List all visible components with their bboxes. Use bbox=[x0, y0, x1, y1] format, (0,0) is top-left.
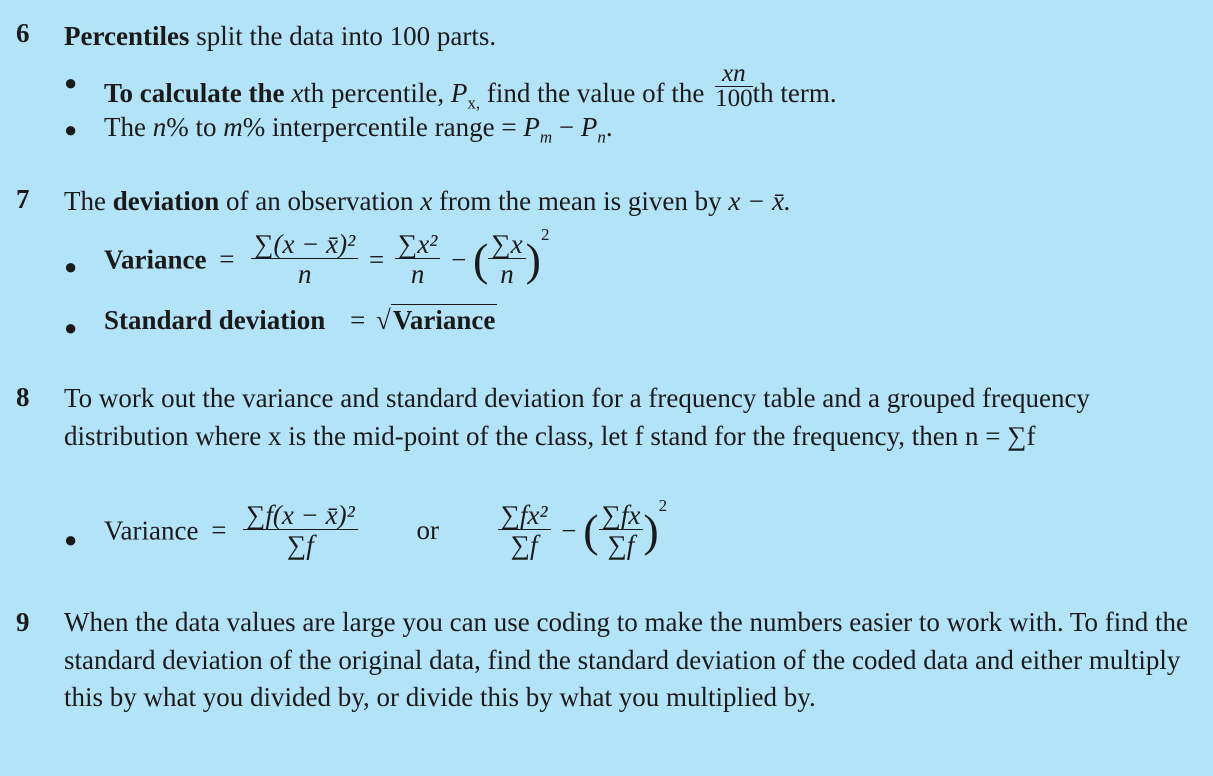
fraction: $\frac{\sum x}{n}$ bbox=[488, 230, 525, 289]
fraction: $\frac{\text{∑x²}}{n}$ bbox=[395, 230, 440, 289]
item-number: 7 bbox=[16, 184, 30, 214]
sd-label: Standard deviation bbox=[104, 305, 326, 335]
standard-deviation-formula: Standard deviation = √Variance bbox=[104, 305, 496, 335]
item-number: 6 bbox=[16, 18, 30, 48]
fraction-xn-100: $\frac{xn}{100}$ bbox=[715, 60, 753, 112]
bullet-interpercentile: The n% to m% interpercentile range = $P_m - P_n$. bbox=[104, 112, 613, 147]
item-6-lead bbox=[64, 17, 496, 55]
term-deviation: deviation bbox=[112, 186, 220, 216]
var-x: x bbox=[291, 78, 304, 108]
bullet-icon: ● bbox=[64, 70, 78, 95]
item-number: 8 bbox=[16, 382, 30, 412]
lead-text: split the data into 100 parts. bbox=[189, 21, 497, 51]
right-paren: ) bbox=[525, 233, 541, 285]
text: find the value of the bbox=[480, 78, 712, 108]
fraction: $\frac{\text{∑f(x − x̄)²}}{\sum f}$ bbox=[243, 501, 358, 560]
item-number: 9 bbox=[16, 607, 30, 637]
exponent: 2 bbox=[540, 225, 550, 244]
grouped-variance-formula: Variance = $\frac{\text{∑f(x − x̄)²}}{\sum f}$ or $\frac{\text{∑fx²}}{\sum f}$ − ( $\frac{\sum fx}{\sum f}$ )$^2$ bbox=[104, 496, 668, 561]
bullet-icon: ● bbox=[64, 527, 78, 552]
bullet-icon: ● bbox=[64, 315, 78, 340]
item-7-lead: The deviation of an observation x from the mean is given by x − x̄. bbox=[64, 186, 791, 216]
bold-text: To calculate the bbox=[104, 78, 292, 108]
variance-formula: Variance = $\frac{\text{∑(x − x̄)²}}{n}$ = $\frac{\text{∑x²}}{n}$ − ( $\frac{\sum x}{n}$ )$^2$ bbox=[104, 225, 550, 290]
fraction: $\frac{\sum fx}{\sum f}$ bbox=[599, 501, 644, 560]
fraction: $\frac{\text{∑fx²}}{\sum f}$ bbox=[498, 501, 551, 560]
text: th percentile, bbox=[303, 78, 451, 108]
left-paren: ( bbox=[473, 233, 489, 285]
left-paren: ( bbox=[583, 504, 599, 556]
bullet-icon: ● bbox=[64, 117, 78, 142]
variance-label: Variance bbox=[104, 515, 199, 546]
fraction: $\frac{\text{∑(x − x̄)²}}{n}$ bbox=[251, 230, 358, 289]
subscript: x, bbox=[467, 93, 481, 113]
text: th term. bbox=[752, 78, 837, 108]
right-paren: ) bbox=[643, 504, 659, 556]
var-p: P bbox=[450, 78, 468, 108]
term-percentiles: Percentiles bbox=[64, 21, 190, 51]
item-8-text: To work out the variance and standard deviation for a frequency table and a grouped frequency distribution where x is the mid-point of the class, let f stand for the frequency, then n = ∑f bbox=[64, 383, 1090, 451]
item-9-text: When the data values are large you can use coding to make the numbers easier to work with. To find the standard deviation of the original data, find the standard deviation of the coded data and either multiply this by what you divided by, or divide this by what you multiplied by. bbox=[64, 607, 1189, 712]
or-text: or bbox=[416, 515, 439, 546]
bullet-icon: ● bbox=[64, 254, 78, 279]
exponent: 2 bbox=[658, 496, 668, 515]
variance-label: Variance bbox=[104, 244, 207, 275]
square-root: √Variance bbox=[376, 305, 496, 335]
